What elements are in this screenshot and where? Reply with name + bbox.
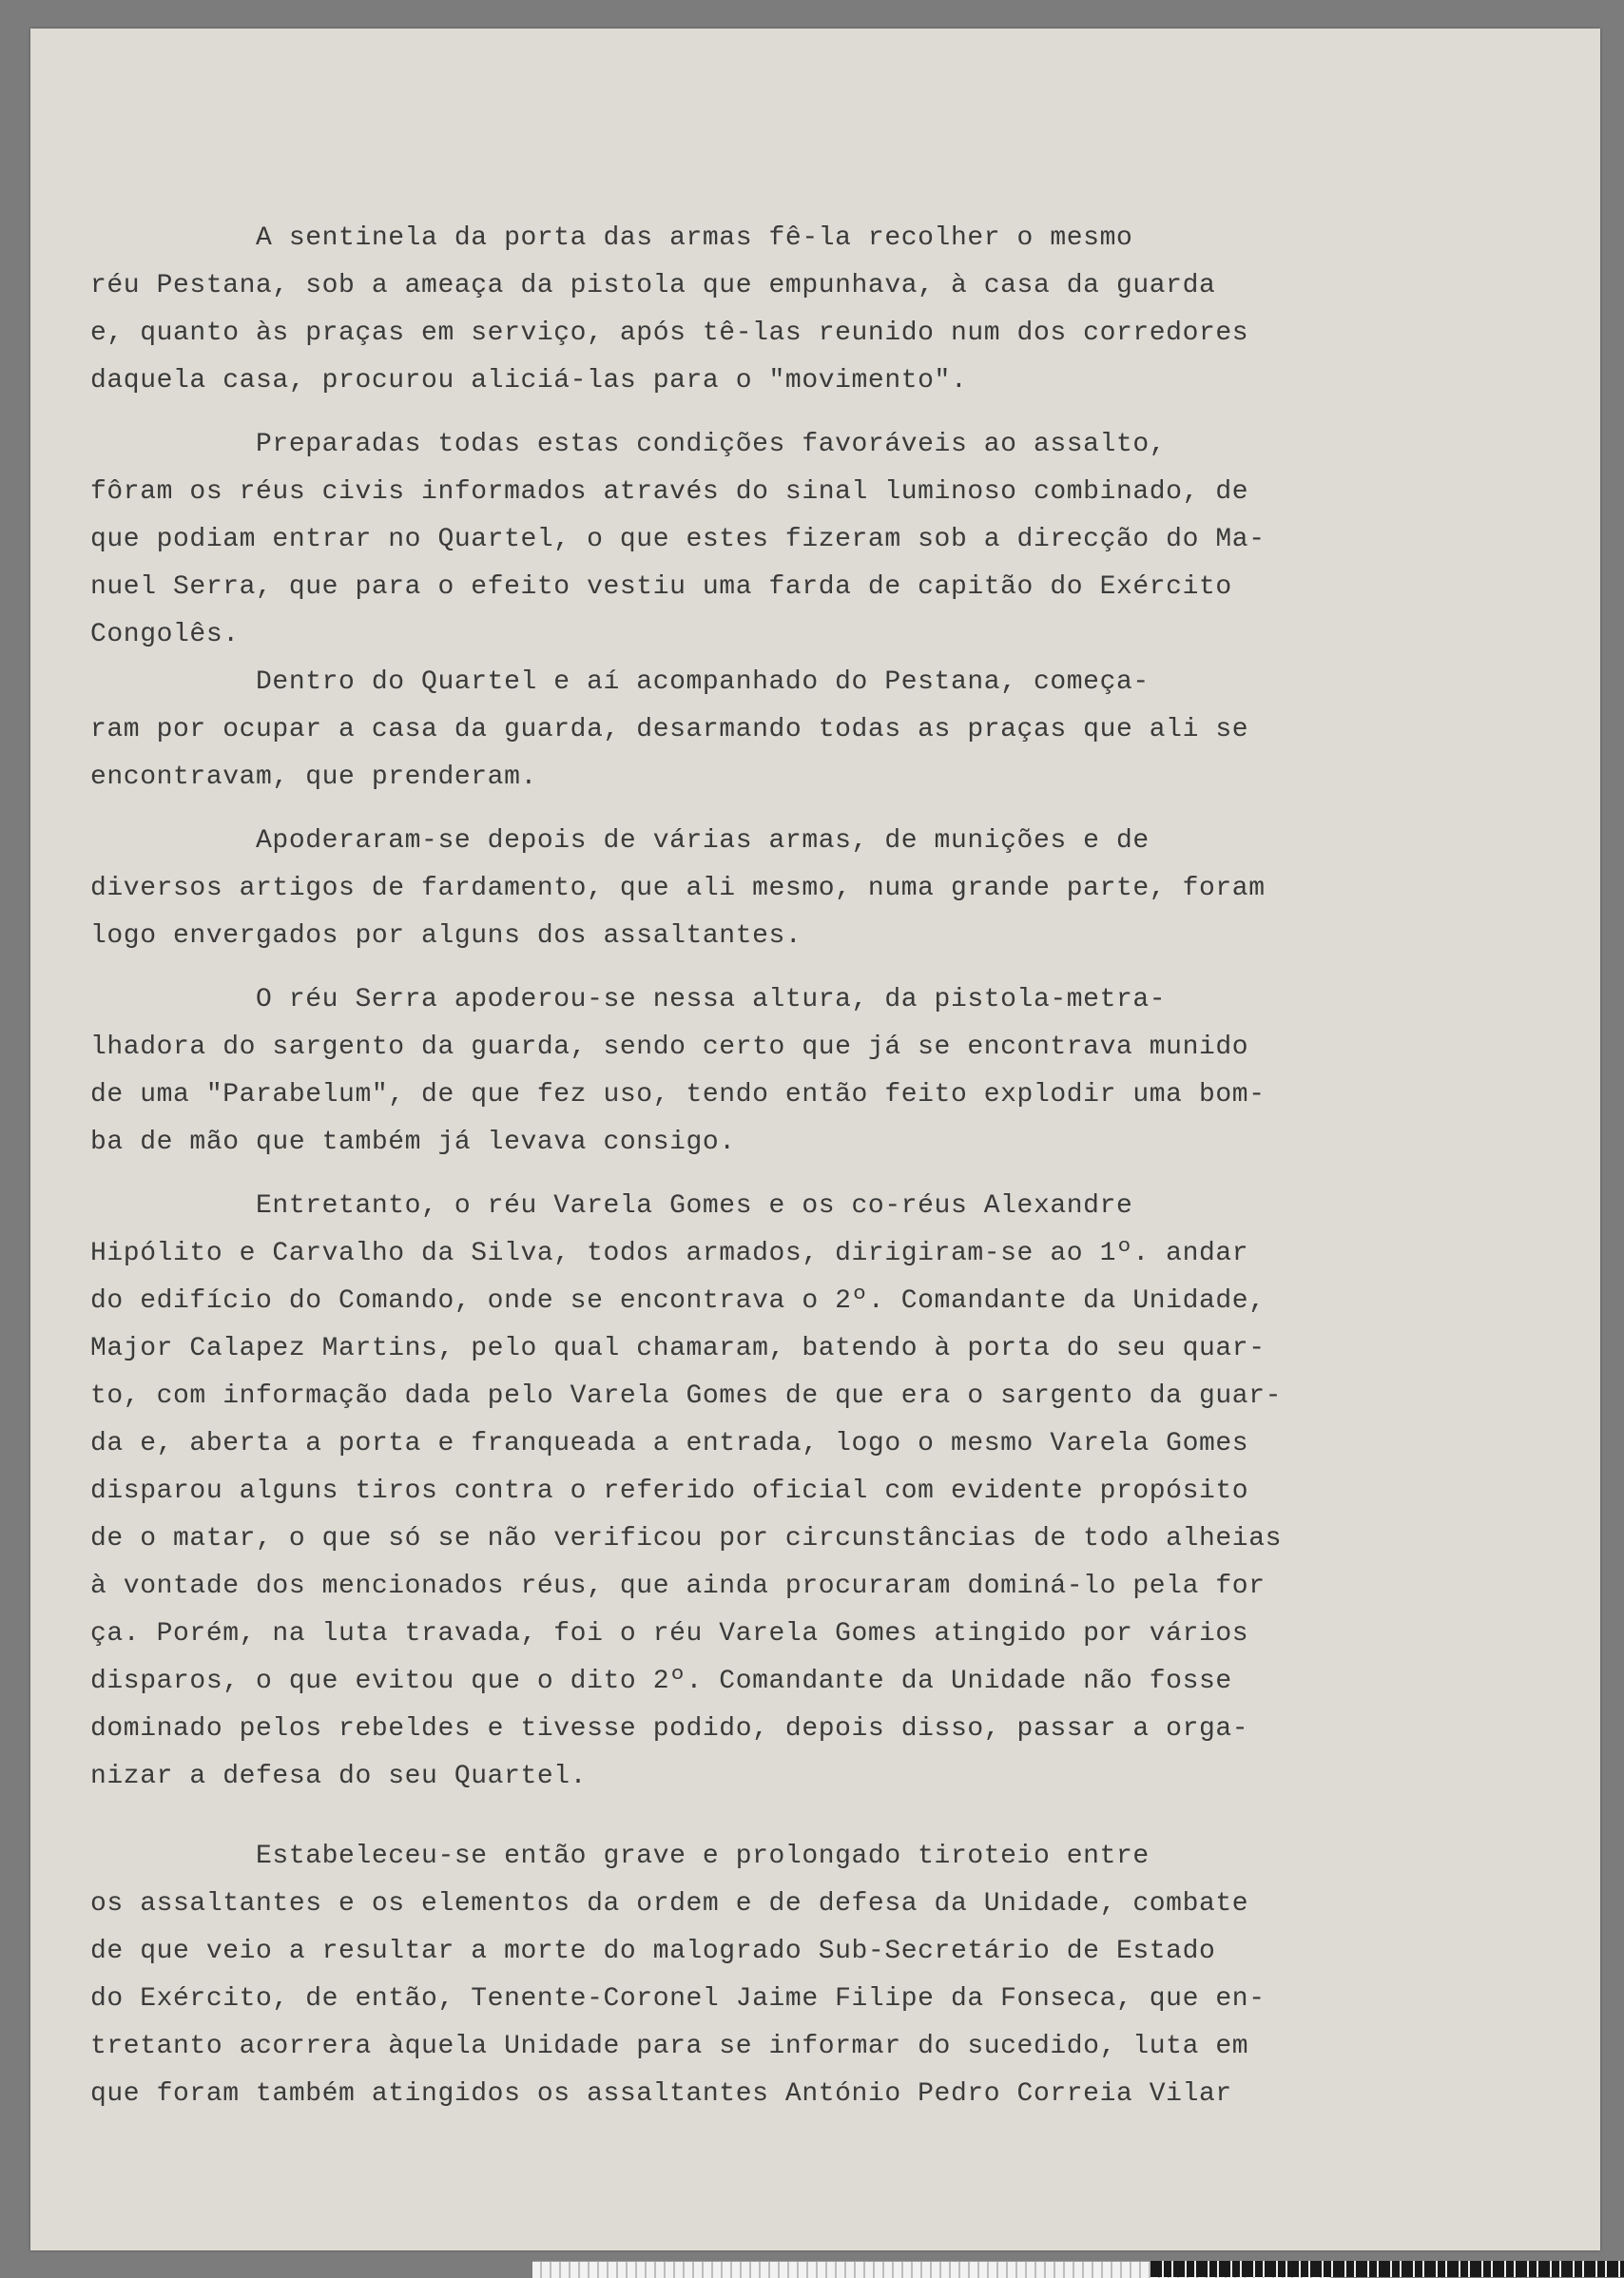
text-line: nuel Serra, que para o efeito vestiu uma farda de capitão do Exército [90,572,1232,602]
text-line: tretanto acorrera àquela Unidade para se informar do sucedido, luta em [90,2032,1249,2061]
paragraph-1 [90,215,1345,405]
text-line: e, quanto às praças em serviço, após tê-las reunido num dos corredores [90,319,1249,348]
text-line: disparou alguns tiros contra o referido oficial com evidente propósito [90,1477,1249,1506]
text-line: de que veio a resultar a morte do malogrado Sub-Secretário de Estado [90,1937,1216,1966]
text-line: daquela casa, procurou aliciá-las para o "movimento". [90,366,968,396]
text-line: do edifício do Comando, onde se encontrava o 2º. Comandante da Unidade, [90,1286,1266,1316]
text-line: fôram os réus civis informados através do sinal luminoso combinado, de [90,477,1249,507]
text-line: Preparadas todas estas condições favoráveis ao assalto, [90,430,1167,459]
paragraph-4 [90,818,1345,960]
paragraph-2 [90,421,1345,659]
text-line: Entretanto, o réu Varela Gomes e os co-réus Alexandre [90,1191,1133,1221]
text-line: réu Pestana, sob a ameaça da pistola que empunhava, à casa da guarda [90,271,1216,300]
text-line: nizar a defesa do seu Quartel. [90,1762,588,1791]
text-line: Estabeleceu-se então grave e prolongado tiroteio entre [90,1842,1150,1871]
text-line: ça. Porém, na luta travada, foi o réu Varela Gomes atingido por vários [90,1619,1249,1649]
text-line: Apoderaram-se depois de várias armas, de munições e de [90,826,1150,856]
typed-page [30,29,1600,2250]
text-line: encontravam, que prenderam. [90,763,537,792]
text-line: do Exército, de então, Tenente-Coronel Jaime Filipe da Fonseca, que en- [90,1984,1266,2014]
text-line: disparos, o que evitou que o dito 2º. Comandante da Unidade não fosse [90,1667,1232,1696]
document-body [90,215,1345,2118]
text-line: Major Calapez Martins, pelo qual chamaram, batendo à porta do seu quar- [90,1334,1266,1363]
text-line: Congolês. [90,620,240,649]
text-line: O réu Serra apoderou-se nessa altura, da pistola-metra- [90,985,1167,1014]
text-line: A sentinela da porta das armas fê-la recolher o mesmo [90,223,1133,253]
text-line: ram por ocupar a casa da guarda, desarmando todas as praças que ali se [90,715,1249,744]
text-line: diversos artigos de fardamento, que ali mesmo, numa grande parte, foram [90,874,1266,903]
text-line: lhadora do sargento da guarda, sendo certo que já se encontrava munido [90,1033,1249,1062]
scan-color-strip [1150,2261,1624,2277]
text-line: de uma "Parabelum", de que fez uso, tendo então feito explodir uma bom- [90,1080,1266,1110]
text-line: que foram também atingidos os assaltantes António Pedro Correia Vilar [90,2079,1232,2109]
paragraph-3 [90,659,1345,801]
text-line: logo envergados por alguns dos assaltantes. [90,921,802,951]
text-line: to, com informação dada pelo Varela Gomes de que era o sargento da guar- [90,1381,1282,1411]
paragraph-5 [90,976,1345,1167]
text-line: à vontade dos mencionados réus, que ainda procuraram dominá-lo pela for [90,1572,1266,1601]
paragraph-7 [90,1833,1345,2118]
text-line: dominado pelos rebeldes e tivesse podido, depois disso, passar a orga- [90,1714,1249,1744]
text-line: os assaltantes e os elementos da ordem e de defesa da Unidade, combate [90,1889,1249,1919]
text-line: Dentro do Quartel e aí acompanhado do Pestana, começa- [90,667,1150,697]
text-line: da e, aberta a porta e franqueada a entrada, logo o mesmo Varela Gomes [90,1429,1249,1458]
text-line: ba de mão que também já levava consigo. [90,1128,736,1157]
text-line: que podiam entrar no Quartel, o que estes fizeram sob a direcção do Ma- [90,525,1266,554]
text-line: Hipólito e Carvalho da Silva, todos armados, dirigiram-se ao 1º. andar [90,1239,1249,1268]
paragraph-6 [90,1183,1345,1801]
text-line: de o matar, o que só se não verificou por circunstâncias de todo alheias [90,1524,1282,1554]
